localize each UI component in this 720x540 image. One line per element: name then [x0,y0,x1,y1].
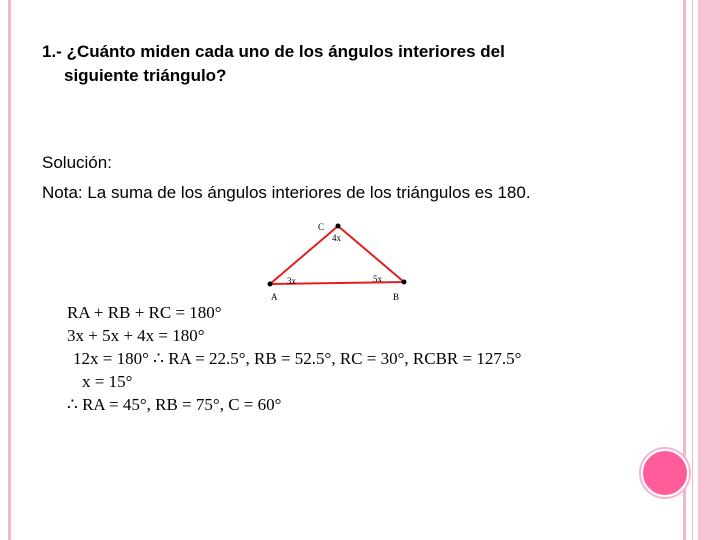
equation-line-4: x = 15° [82,372,133,391]
vertex-c-point [336,224,341,229]
question-line-2: siguiente triángulo? [64,66,227,85]
triangle-side-ca [270,226,338,284]
angle-b-label: 5x [373,274,382,284]
vertex-c-label: C [318,222,325,232]
angle-c-label: 4x [332,233,341,243]
triangle-diagram [262,218,422,308]
question-text [42,40,642,88]
vertex-a-label: A [271,292,278,302]
solution-label: Solución: [42,153,112,172]
decorative-circle [641,449,689,497]
note-text: Nota: La suma de los ángulos interiores de los triángulos es 180. [42,183,531,202]
vertex-b-label: B [393,292,400,302]
right-border-band [698,0,720,540]
vertex-b-point [402,280,407,285]
equation-line-3: 12x = 180° ∴ RA = 22.5°, RB = 52.5°, RC = 30°, RCBR = 127.5° [73,349,522,368]
vertex-a-point [268,282,273,287]
triangle-side-cb [338,226,404,282]
equation-line-5: ∴ RA = 45°, RB = 75°, C = 60° [67,395,282,414]
equation-line-1: RA + RB + RC = 180° [67,303,222,322]
question-line-1: 1.- ¿Cuánto miden cada uno de los ángulos interiores del [42,42,505,61]
angle-a-label: 3x [287,276,296,286]
right-border-thin-stripe [692,0,693,540]
left-border-stripe [8,0,11,540]
equation-line-2: 3x + 5x + 4x = 180° [67,326,205,345]
